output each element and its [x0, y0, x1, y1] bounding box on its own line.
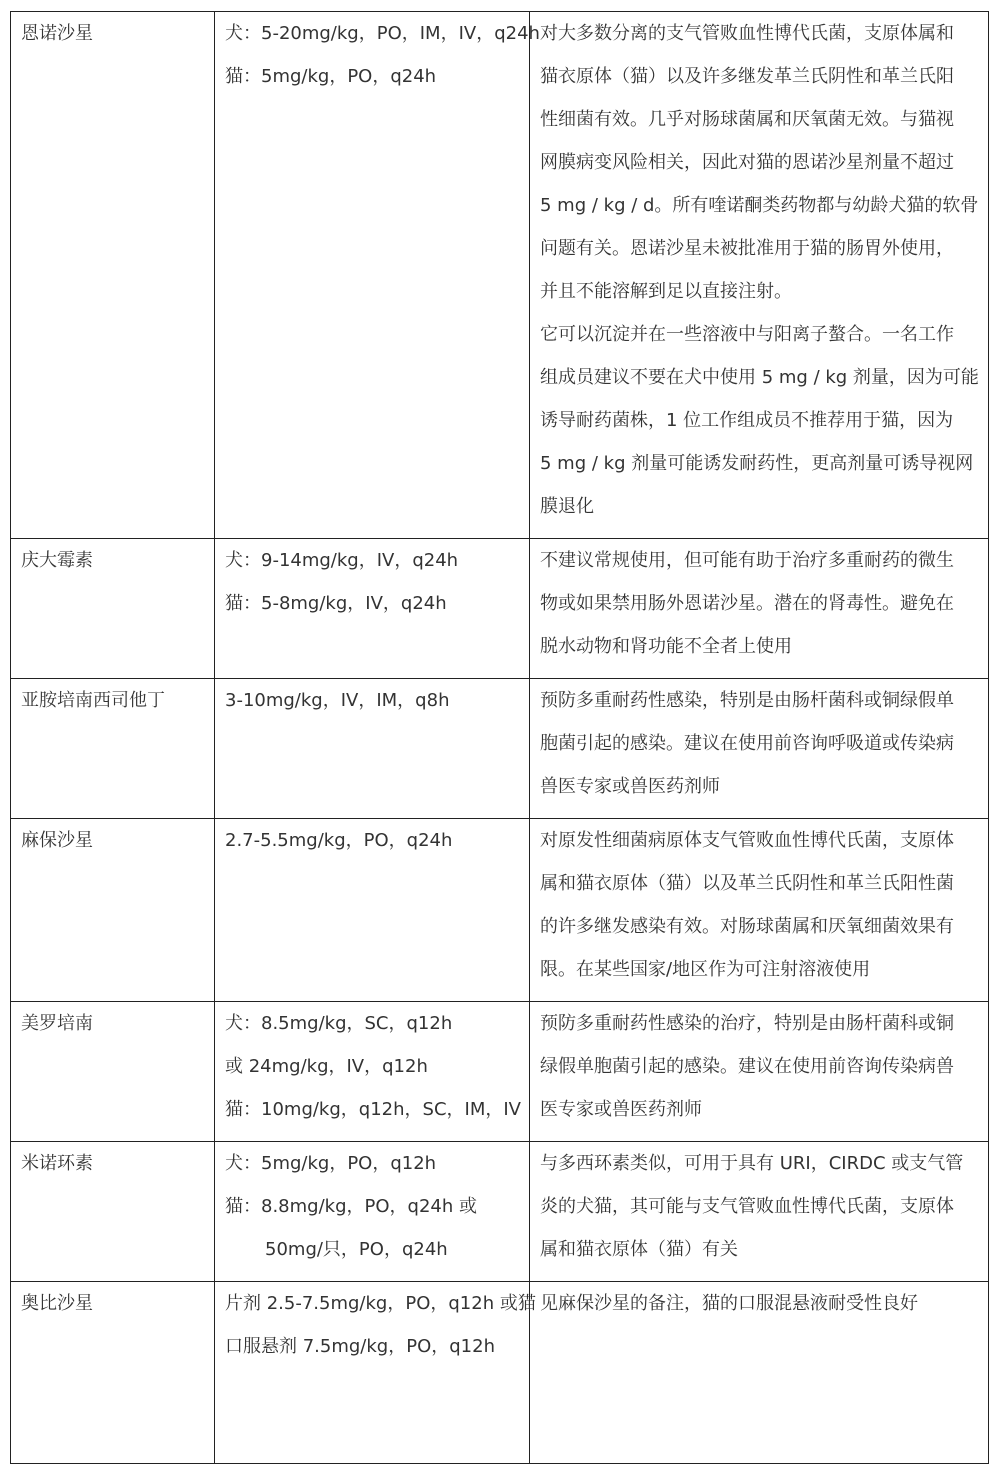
table-row: [11, 12, 989, 539]
notes-cell: [530, 1002, 989, 1142]
notes-cell: [530, 539, 989, 679]
notes-line: 并且不能溶解到足以直接注射。: [540, 281, 792, 302]
notes-line: 炎的犬猫，其可能与支气管败血性博代氏菌，支原体: [540, 1196, 954, 1217]
notes-line: 预防多重耐药性感染的治疗，特别是由肠杆菌科或铜: [540, 1013, 954, 1034]
dosage-line: 犬：8.5mg/kg，SC，q12h: [225, 1013, 453, 1034]
antibiotic-dosage-table: [10, 11, 989, 1464]
dosage-line: 猫：5-8mg/kg，IV，q24h: [225, 593, 447, 614]
notes-line: 不建议常规使用，但可能有助于治疗多重耐药的微生: [540, 550, 954, 571]
drug-name: 恩诺沙星: [21, 23, 93, 44]
notes-line: 与多西环素类似，可用于具有 URI，CIRDC 或支气管: [540, 1153, 964, 1174]
dosage-line: 猫：8.8mg/kg，PO，q24h 或: [225, 1196, 477, 1217]
dosage-cell: [215, 819, 530, 1002]
dosage-cell: [215, 1282, 536, 1464]
notes-line: 预防多重耐药性感染，特别是由肠杆菌科或铜绿假单: [540, 690, 954, 711]
drug-name: 米诺环素: [21, 1153, 93, 1174]
notes-cell: [530, 1142, 989, 1282]
drug-name: 亚胺培南西司他丁: [21, 690, 165, 711]
dosage-line: 犬：9-14mg/kg，IV，q24h: [225, 550, 459, 571]
notes-line: 的许多继发感染有效。对肠球菌属和厌氧细菌效果有: [540, 916, 954, 937]
notes-line: 性细菌有效。几乎对肠球菌属和厌氧菌无效。与猫视: [540, 109, 954, 130]
dosage-cell: [215, 1142, 530, 1282]
notes-line: 网膜病变风险相关，因此对猫的恩诺沙星剂量不超过: [540, 152, 954, 173]
notes-line: 对原发性细菌病原体支气管败血性博代氏菌，支原体: [540, 830, 954, 851]
notes-line: 它可以沉淀并在一些溶液中与阳离子螯合。一名工作: [540, 324, 954, 345]
dosage-line: 2.7-5.5mg/kg，PO，q24h: [225, 830, 453, 851]
dosage-cell: [215, 12, 540, 539]
table-row: [11, 819, 989, 1002]
dosage-line: 口服悬剂 7.5mg/kg，PO，q12h: [225, 1336, 495, 1357]
notes-line: 猫衣原体（猫）以及许多继发革兰氏阴性和革兰氏阳: [540, 66, 954, 87]
drug-name-cell: [11, 679, 215, 819]
dosage-line: 3-10mg/kg，IV，IM，q8h: [225, 690, 450, 711]
notes-line: 属和猫衣原体（猫）以及革兰氏阴性和革兰氏阳性菌: [540, 873, 954, 894]
notes-line: 限。在某些国家/地区作为可注射溶液使用: [540, 959, 871, 980]
drug-name-cell: [11, 539, 215, 679]
drug-name: 庆大霉素: [21, 550, 93, 571]
notes-line: 对大多数分离的支气管败血性博代氏菌，支原体属和: [540, 23, 954, 44]
notes-line: 组成员建议不要在犬中使用 5 mg / kg 剂量，因为可能: [540, 367, 979, 388]
dosage-cell: [215, 679, 530, 819]
notes-line: 医专家或兽医药剂师: [540, 1099, 702, 1120]
drug-name-cell: [11, 1002, 215, 1142]
table-row: [11, 539, 989, 679]
drug-name-cell: [11, 12, 215, 539]
table-body: [11, 12, 989, 1464]
dosage-line: 片剂 2.5-7.5mg/kg，PO，q12h 或猫: [225, 1293, 536, 1314]
notes-line: 膜退化: [540, 496, 594, 517]
dosage-line: 猫：10mg/kg，q12h，SC，IM，IV: [225, 1099, 521, 1120]
notes-line: 见麻保沙星的备注，猫的口服混悬液耐受性良好: [540, 1293, 918, 1314]
table-row: [11, 1142, 989, 1282]
notes-cell: [530, 679, 989, 819]
drug-name-cell: [11, 1142, 215, 1282]
notes-cell: [530, 1282, 989, 1464]
dosage-line: 50mg/只，PO，q24h: [265, 1239, 448, 1260]
notes-line: 属和猫衣原体（猫）有关: [540, 1239, 738, 1260]
notes-line: 兽医专家或兽医药剂师: [540, 776, 720, 797]
notes-line: 5 mg / kg / d。所有喹诺酮类药物都与幼龄犬猫的软骨: [540, 195, 979, 216]
notes-line: 绿假单胞菌引起的感染。建议在使用前咨询传染病兽: [540, 1056, 954, 1077]
dosage-line: 犬：5-20mg/kg，PO，IM，IV，q24h: [225, 23, 540, 44]
drug-name-cell: [11, 819, 215, 1002]
dosage-cell: [215, 1002, 530, 1142]
notes-line: 胞菌引起的感染。建议在使用前咨询呼吸道或传染病: [540, 733, 954, 754]
dosage-line: 或 24mg/kg，IV，q12h: [225, 1056, 428, 1077]
notes-cell: [530, 819, 989, 1002]
dosage-line: 犬：5mg/kg，PO，q12h: [225, 1153, 437, 1174]
notes-line: 问题有关。恩诺沙星未被批准用于猫的肠胃外使用，: [540, 238, 954, 259]
notes-line: 脱水动物和肾功能不全者上使用: [540, 636, 792, 657]
dosage-cell: [215, 539, 530, 679]
table-row: [11, 1282, 989, 1464]
notes-line: 诱导耐药菌株，1 位工作组成员不推荐用于猫，因为: [540, 410, 954, 431]
drug-name: 麻保沙星: [21, 830, 93, 851]
table-row: [11, 1002, 989, 1142]
dosage-line: 猫：5mg/kg，PO，q24h: [225, 66, 437, 87]
notes-line: 物或如果禁用肠外恩诺沙星。潜在的肾毒性。避免在: [540, 593, 954, 614]
drug-name: 美罗培南: [21, 1013, 93, 1034]
drug-name: 奥比沙星: [21, 1293, 93, 1314]
table-row: [11, 679, 989, 819]
notes-line: 5 mg / kg 剂量可能诱发耐药性，更高剂量可诱导视网: [540, 453, 974, 474]
drug-name-cell: [11, 1282, 215, 1464]
notes-cell: [530, 12, 989, 539]
